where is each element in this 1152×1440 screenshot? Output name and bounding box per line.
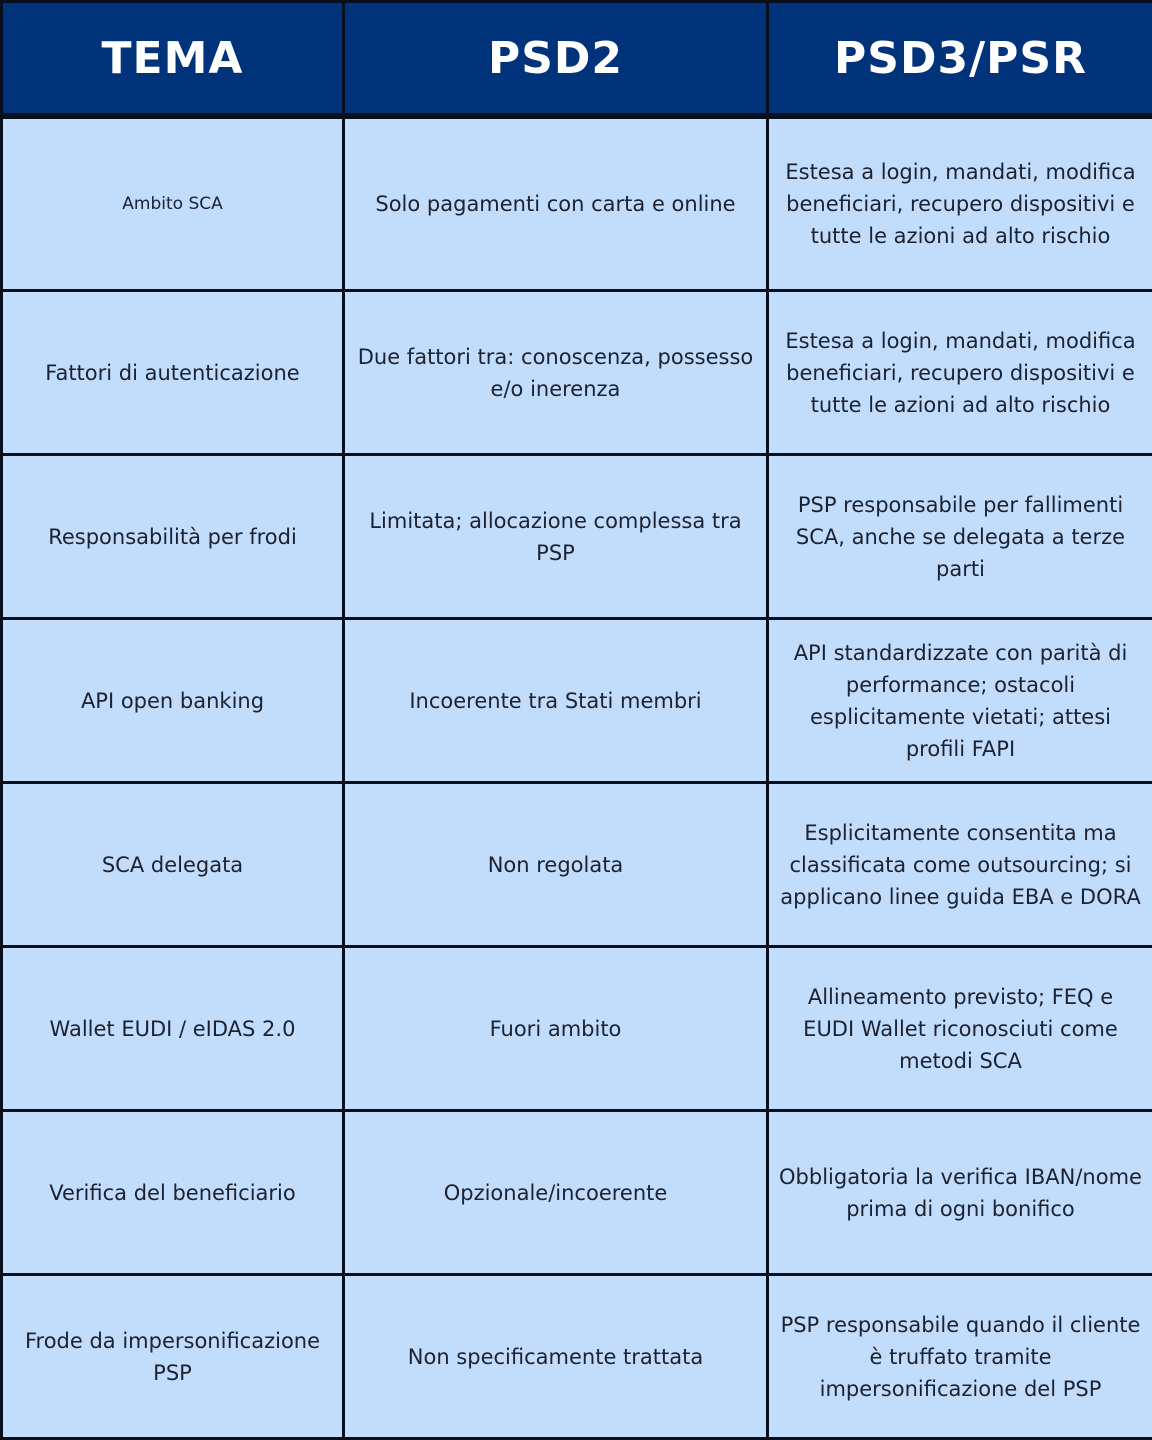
cell-psd3: Estesa a login, mandati, modifica beneficiari, recupero dispositivi e tutte le azioni ad alto rischio	[768, 291, 1152, 455]
table-row	[2, 619, 1152, 783]
cell-psd2: Non regolata	[344, 783, 768, 947]
cell-tema: Wallet EUDI / eIDAS 2.0	[2, 947, 344, 1111]
cell-psd3: Esplicitamente consentita ma classificata come outsourcing; si applicano linee guida EBA e DORA	[768, 783, 1152, 947]
table-row	[2, 1275, 1152, 1439]
cell-psd3: PSP responsabile quando il cliente è truffato tramite impersonificazione del PSP	[768, 1275, 1152, 1439]
cell-psd2: Solo pagamenti con carta e online	[344, 116, 768, 291]
cell-psd3: PSP responsabile per fallimenti SCA, anche se delegata a terze parti	[768, 455, 1152, 619]
cell-tema: Responsabilità per frodi	[2, 455, 344, 619]
cell-psd2: Incoerente tra Stati membri	[344, 619, 768, 783]
table-row	[2, 1111, 1152, 1275]
cell-psd3: Obbligatoria la verifica IBAN/nome prima di ogni bonifico	[768, 1111, 1152, 1275]
cell-psd2: Fuori ambito	[344, 947, 768, 1111]
table-row	[2, 455, 1152, 619]
header-psd2: PSD2	[344, 2, 768, 117]
cell-tema: API open banking	[2, 619, 344, 783]
cell-psd2: Due fattori tra: conoscenza, possesso e/o inerenza	[344, 291, 768, 455]
cell-psd2: Limitata; allocazione complessa tra PSP	[344, 455, 768, 619]
cell-psd3: API standardizzate con parità di performance; ostacoli esplicitamente vietati; attesi profili FAPI	[768, 619, 1152, 783]
cell-tema: Frode da impersonificazione PSP	[2, 1275, 344, 1439]
header-row	[2, 2, 1152, 117]
cell-psd3: Estesa a login, mandati, modifica beneficiari, recupero dispositivi e tutte le azioni ad alto rischio	[768, 116, 1152, 291]
cell-psd3: Allineamento previsto; FEQ e EUDI Wallet riconosciuti come metodi SCA	[768, 947, 1152, 1111]
cell-tema: SCA delegata	[2, 783, 344, 947]
table-row	[2, 947, 1152, 1111]
cell-tema: Verifica del beneficiario	[2, 1111, 344, 1275]
header-tema: TEMA	[2, 2, 344, 117]
cell-psd2: Non specificamente trattata	[344, 1275, 768, 1439]
header-psd3: PSD3/PSR	[768, 2, 1152, 117]
table-row	[2, 116, 1152, 291]
cell-tema: Ambito SCA	[2, 116, 344, 291]
table-row	[2, 783, 1152, 947]
cell-tema: Fattori di autenticazione	[2, 291, 344, 455]
cell-psd2: Opzionale/incoerente	[344, 1111, 768, 1275]
table-row	[2, 291, 1152, 455]
